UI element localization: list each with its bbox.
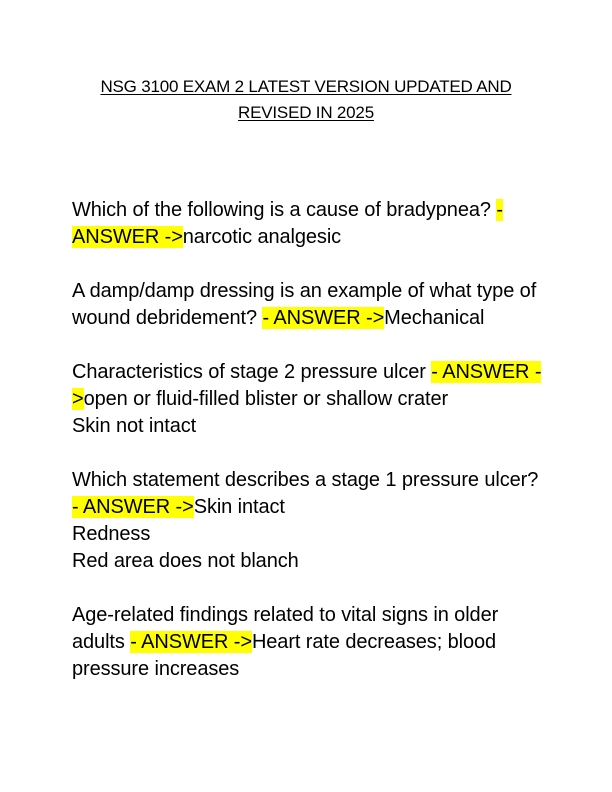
answer-extra-line: Skin not intact (72, 415, 197, 437)
answer-marker: - ANSWER -> (72, 361, 542, 410)
qa-item (72, 278, 547, 332)
answer-marker: - ANSWER -> (72, 496, 194, 518)
question-text: Age-related findings related to vital signs in older adults (72, 604, 499, 653)
question-text: Which statement describes a stage 1 pressure ulcer? (72, 469, 539, 491)
answer-text: Heart rate decreases; blood pressure increases (72, 631, 497, 680)
title-line-2: REVISED IN 2025 (238, 103, 374, 122)
answer-extra-line: Red area does not blanch (72, 550, 299, 572)
qa-item (72, 602, 547, 683)
question-text: A damp/damp dressing is an example of what type of wound debridement? (72, 280, 537, 329)
title-line-1: NSG 3100 EXAM 2 LATEST VERSION UPDATED AND (100, 77, 512, 96)
qa-item (72, 197, 547, 251)
answer-text: Skin intact (193, 496, 285, 518)
document-title (0, 74, 612, 126)
qa-item (72, 467, 547, 575)
answer-marker: - ANSWER -> (72, 199, 503, 248)
answer-marker: - ANSWER -> (262, 307, 385, 329)
answer-text: Mechanical (384, 307, 485, 329)
answer-extra-line: Redness (72, 523, 151, 545)
answer-text: open or fluid-filled blister or shallow crater (83, 388, 449, 410)
answer-marker: - ANSWER -> (130, 631, 252, 653)
answer-text: narcotic analgesic (182, 226, 342, 248)
question-text: Characteristics of stage 2 pressure ulcer (72, 361, 432, 383)
qa-item (72, 359, 547, 440)
question-text: Which of the following is a cause of bradypnea? (72, 199, 497, 221)
qa-list (72, 197, 547, 710)
